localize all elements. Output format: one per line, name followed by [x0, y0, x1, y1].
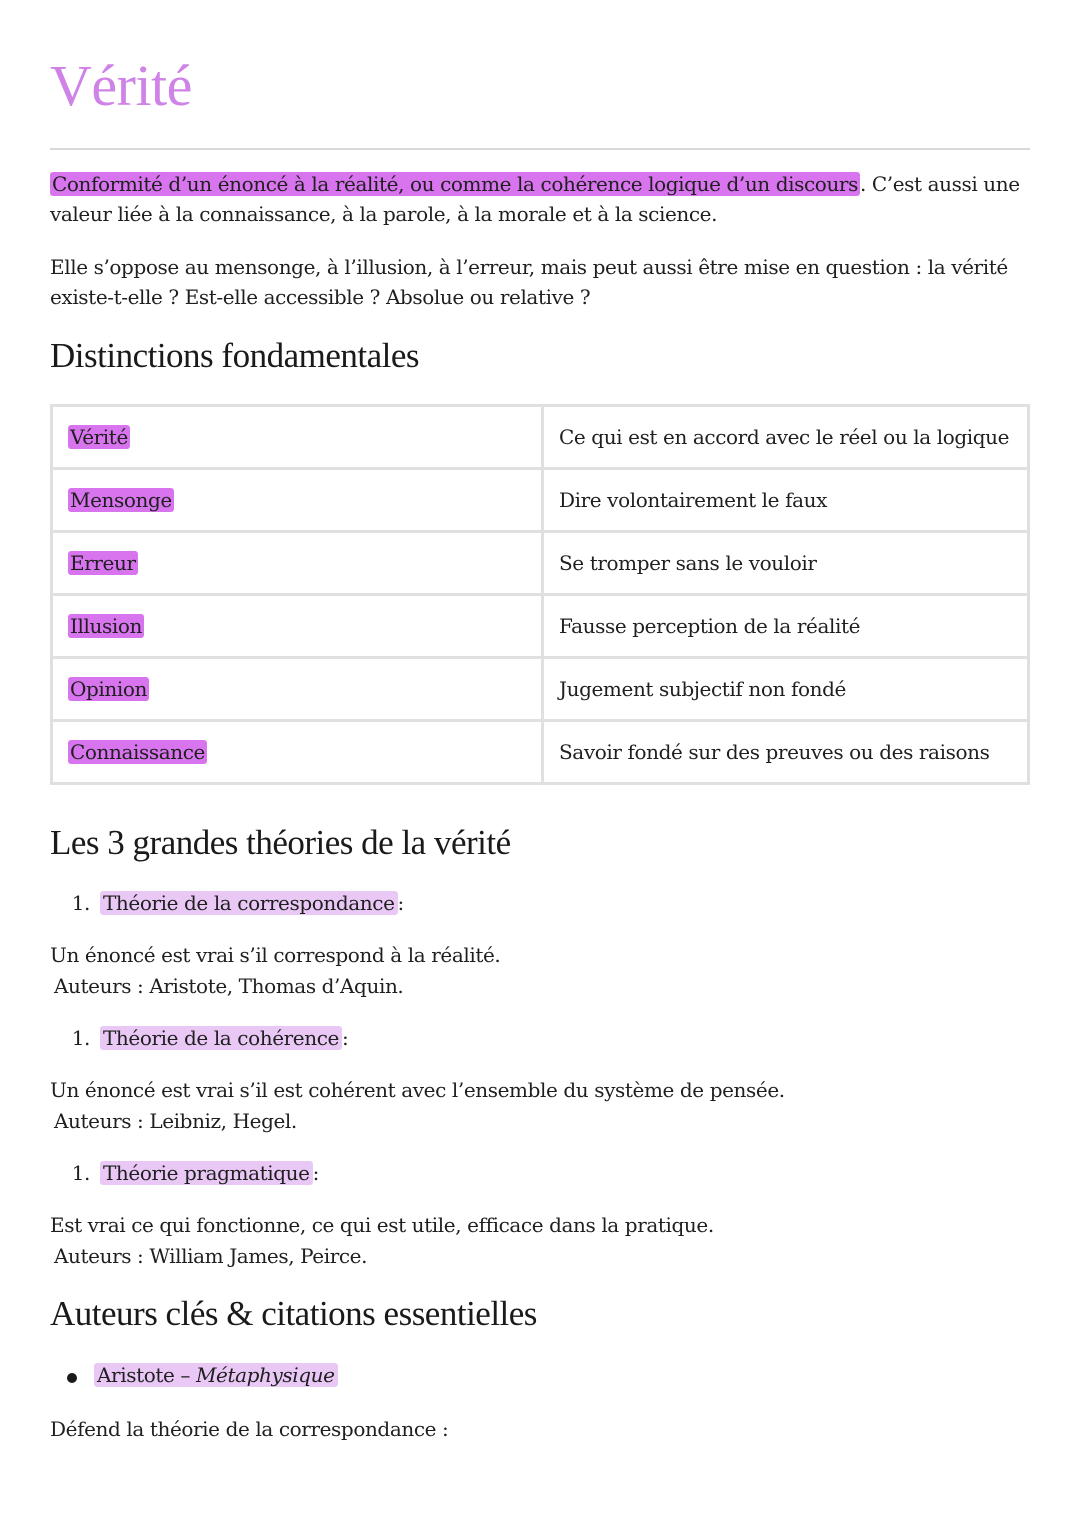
definition-cell: Ce qui est en accord avec le réel ou la logique	[543, 406, 1029, 469]
list-item	[50, 1158, 319, 1188]
theory-colon: :	[341, 1026, 349, 1050]
definition-cell: Dire volontairement le faux	[543, 469, 1029, 532]
term-cell	[52, 658, 543, 721]
term-cell	[52, 406, 543, 469]
term-label: Mensonge	[70, 488, 172, 512]
term-label: Vérité	[70, 425, 128, 449]
list-item	[50, 1360, 338, 1390]
theory-authors: Auteurs : Leibniz, Hegel.	[54, 1109, 297, 1133]
table-row	[52, 406, 1029, 469]
term-label: Opinion	[70, 677, 147, 701]
list-number: 1.	[71, 1161, 90, 1185]
term-label: Illusion	[70, 614, 142, 638]
title-divider	[50, 148, 1030, 150]
list-number: 1.	[71, 1026, 90, 1050]
theory-colon: :	[312, 1161, 319, 1185]
intro-paragraph	[50, 169, 1030, 229]
list-number: 1.	[71, 891, 90, 915]
list-item	[50, 1023, 348, 1053]
theory-authors: Auteurs : William James, Peirce.	[54, 1244, 368, 1268]
distinctions-table	[50, 404, 1030, 785]
theory-name: Théorie pragmatique	[100, 1161, 313, 1185]
theory-description: Est vrai ce qui fonctionne, ce qui est utile, efficace dans la pratique.	[50, 1213, 714, 1237]
section-heading-distinctions: Distinctions fondamentales	[50, 336, 420, 375]
table-row	[52, 721, 1029, 784]
table-row	[52, 658, 1029, 721]
intro-second-paragraph: Elle s’oppose au mensonge, à l’illusion, à l’erreur, mais peut aussi être mise en question : la vérité existe-t-elle ? Est-elle accessible ? Absolue ou relative ?	[50, 255, 1008, 309]
author-dash: –	[174, 1363, 196, 1387]
list-item	[50, 888, 404, 918]
term-cell	[52, 532, 543, 595]
theory-name: Théorie de la cohérence	[100, 1026, 342, 1050]
author-name: Aristote	[97, 1363, 175, 1387]
page-title: Vérité	[50, 53, 192, 118]
intro-rest: . C’est aussi une valeur liée à la connaissance, à la parole, à la morale et à la science.	[50, 172, 1020, 226]
definition-cell: Se tromper sans le vouloir	[543, 532, 1029, 595]
theory-description: Un énoncé est vrai s’il est cohérent avec l’ensemble du système de pensée.	[50, 1078, 785, 1102]
term-cell	[52, 469, 543, 532]
theory-name: Théorie de la correspondance	[100, 891, 398, 915]
author-note: Défend la théorie de la correspondance :	[50, 1417, 449, 1441]
theory-description: Un énoncé est vrai s’il correspond à la réalité.	[50, 943, 501, 967]
term-label: Connaissance	[70, 740, 205, 764]
author-entry	[94, 1363, 338, 1387]
term-label: Erreur	[70, 551, 136, 575]
table-row	[52, 469, 1029, 532]
table-row	[52, 595, 1029, 658]
definition-cell: Savoir fondé sur des preuves ou des raisons	[543, 721, 1029, 784]
definition-cell: Jugement subjectif non fondé	[543, 658, 1029, 721]
section-heading-theories: Les 3 grandes théories de la vérité	[50, 823, 511, 862]
work-title: Métaphysique	[195, 1363, 335, 1387]
theory-colon: :	[397, 891, 404, 915]
term-cell	[52, 595, 543, 658]
section-heading-authors: Auteurs clés & citations essentielles	[50, 1294, 537, 1333]
theory-authors: Auteurs : Aristote, Thomas d’Aquin.	[54, 974, 404, 998]
definition-cell: Fausse perception de la réalité	[543, 595, 1029, 658]
table-row	[52, 532, 1029, 595]
term-cell	[52, 721, 543, 784]
definition-highlight: Conformité d’un énoncé à la réalité, ou comme la cohérence logique d’un discours	[52, 172, 858, 196]
